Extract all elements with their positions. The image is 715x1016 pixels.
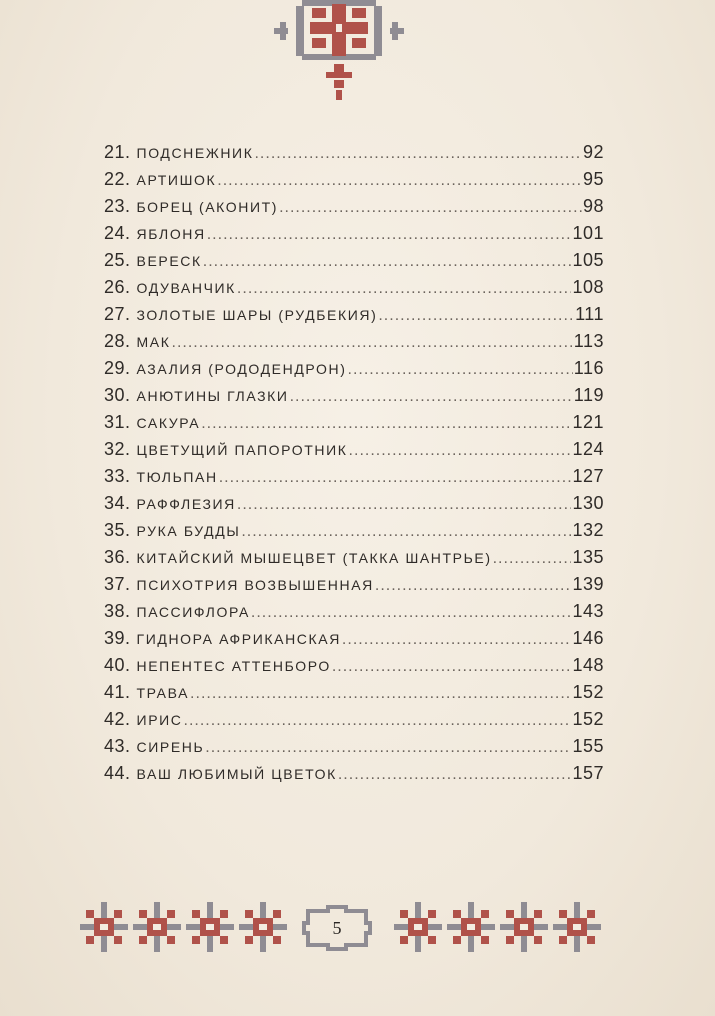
toc-entry: [104, 628, 604, 655]
toc-entry: [104, 196, 604, 223]
toc-entry-title: БОРЕЦ (АКОНИТ): [136, 199, 279, 215]
folk-ornament-band-icon: [78, 900, 290, 956]
toc-entry-page: 116: [573, 358, 604, 378]
toc-entry-page: 101: [572, 223, 604, 243]
toc-entry-title: КИТАЙСКИЙ МЫШЕЦВЕТ (ТАККА ШАНТРЬЕ): [136, 550, 492, 566]
toc-entry-number: 42.: [104, 709, 131, 729]
table-of-contents: [104, 142, 604, 790]
toc-entry-number: 29.: [104, 358, 131, 378]
toc-entry-title: МАК: [136, 334, 171, 350]
toc-entry-page: 146: [572, 628, 604, 648]
toc-entry-page: 157: [572, 763, 604, 783]
toc-entry-number: 41.: [104, 682, 131, 702]
folk-ornament-band-icon: [392, 900, 604, 956]
toc-entry-title: ГИДНОРА АФРИКАНСКАЯ: [136, 631, 341, 647]
toc-entry-number: 33.: [104, 466, 131, 486]
toc-entry: [104, 223, 604, 250]
toc-entry-page: 111: [575, 304, 604, 324]
toc-dot-leader: [219, 469, 572, 487]
toc-entry-title: ВАШ ЛЮБИМЫЙ ЦВЕТОК: [136, 766, 337, 782]
toc-entry-number: 24.: [104, 223, 131, 243]
toc-entry-number: 28.: [104, 331, 131, 351]
folk-ornament-icon: [272, 0, 406, 104]
toc-entry-page: 152: [572, 709, 604, 729]
toc-entry-number: 43.: [104, 736, 131, 756]
toc-dot-leader: [203, 253, 572, 271]
toc-entry-title: РАФФЛЕЗИЯ: [136, 496, 236, 512]
toc-dot-leader: [201, 415, 571, 433]
toc-entry-number: 25.: [104, 250, 131, 270]
toc-entry-title: ИРИС: [136, 712, 183, 728]
toc-entry-number: 22.: [104, 169, 131, 189]
toc-entry-number: 32.: [104, 439, 131, 459]
page-number: 5: [332, 918, 342, 938]
toc-entry: [104, 142, 604, 169]
toc-entry-title: САКУРА: [136, 415, 201, 431]
toc-dot-leader: [338, 766, 572, 784]
toc-entry-title: ТРАВА: [136, 685, 190, 701]
toc-entry: [104, 412, 604, 439]
toc-entry: [104, 304, 604, 331]
toc-entry-page: 92: [582, 142, 604, 162]
toc-dot-leader: [332, 658, 572, 676]
toc-entry: [104, 466, 604, 493]
toc-entry-title: НЕПЕНТЕС АТТЕНБОРО: [136, 658, 331, 674]
toc-dot-leader: [172, 334, 573, 352]
toc-entry: [104, 331, 604, 358]
toc-entry-number: 27.: [104, 304, 131, 324]
toc-entry-number: 23.: [104, 196, 131, 216]
toc-entry-title: ПОДСНЕЖНИК: [136, 145, 254, 161]
toc-entry-page: 130: [572, 493, 604, 513]
toc-entry-title: АРТИШОК: [136, 172, 217, 188]
toc-entry: [104, 682, 604, 709]
toc-entry-page: 148: [572, 655, 604, 675]
toc-entry-page: 155: [572, 736, 604, 756]
toc-entry-title: СИРЕНЬ: [136, 739, 205, 755]
toc-entry-number: 34.: [104, 493, 131, 513]
toc-entry-page: 119: [573, 385, 604, 405]
toc-entry-page: 113: [573, 331, 604, 351]
toc-entry-title: АЗАЛИЯ (РОДОДЕНДРОН): [136, 361, 347, 377]
toc-entry: [104, 709, 604, 736]
toc-entry: [104, 601, 604, 628]
toc-entry: [104, 439, 604, 466]
toc-entry-title: ОДУВАНЧИК: [136, 280, 236, 296]
toc-entry-title: ЗОЛОТЫЕ ШАРЫ (РУДБЕКИЯ): [136, 307, 378, 323]
toc-entry-page: 124: [572, 439, 604, 459]
toc-entry-title: ЦВЕТУЩИЙ ПАПОРОТНИК: [136, 442, 348, 458]
toc-entry-page: 95: [582, 169, 604, 189]
toc-entry-title: ПСИХОТРИЯ ВОЗВЫШЕННАЯ: [136, 577, 374, 593]
toc-entry-number: 39.: [104, 628, 131, 648]
toc-dot-leader: [348, 361, 573, 379]
toc-entry-page: 127: [572, 466, 604, 486]
toc-dot-leader: [342, 631, 572, 649]
toc-dot-leader: [251, 604, 572, 622]
toc-entry: [104, 250, 604, 277]
toc-entry: [104, 169, 604, 196]
toc-dot-leader: [290, 388, 573, 406]
toc-entry: [104, 520, 604, 547]
toc-entry-page: 132: [572, 520, 604, 540]
toc-dot-leader: [237, 496, 572, 514]
toc-entry-title: РУКА БУДДЫ: [136, 523, 241, 539]
toc-entry-number: 21.: [104, 142, 131, 162]
toc-entry-number: 36.: [104, 547, 131, 567]
toc-dot-leader: [184, 712, 572, 730]
toc-entry-page: 98: [582, 196, 604, 216]
toc-entry: [104, 574, 604, 601]
toc-entry-number: 37.: [104, 574, 131, 594]
toc-entry: [104, 763, 604, 790]
toc-dot-leader: [254, 145, 581, 163]
toc-entry: [104, 385, 604, 412]
toc-entry-title: ВЕРЕСК: [136, 253, 202, 269]
toc-entry-title: ЯБЛОНЯ: [136, 226, 206, 242]
toc-entry-number: 26.: [104, 277, 131, 297]
toc-entry-page: 105: [572, 250, 604, 270]
toc-dot-leader: [190, 685, 571, 703]
toc-entry-number: 44.: [104, 763, 131, 783]
toc-entry: [104, 547, 604, 574]
toc-dot-leader: [375, 577, 572, 595]
toc-entry: [104, 736, 604, 763]
toc-entry-number: 31.: [104, 412, 131, 432]
toc-dot-leader: [205, 739, 571, 757]
toc-dot-leader: [493, 550, 572, 568]
toc-dot-leader: [378, 307, 574, 325]
toc-dot-leader: [237, 280, 572, 298]
toc-entry-number: 40.: [104, 655, 131, 675]
toc-entry-number: 38.: [104, 601, 131, 621]
toc-entry-title: ТЮЛЬПАН: [136, 469, 218, 485]
toc-entry-number: 35.: [104, 520, 131, 540]
toc-entry: [104, 358, 604, 385]
toc-entry-page: 139: [572, 574, 604, 594]
toc-entry-number: 30.: [104, 385, 131, 405]
toc-entry: [104, 277, 604, 304]
toc-dot-leader: [207, 226, 572, 244]
toc-entry-page: 121: [572, 412, 604, 432]
toc-entry: [104, 655, 604, 682]
toc-entry-title: ПАССИФЛОРА: [136, 604, 250, 620]
toc-entry-page: 135: [572, 547, 604, 567]
page-number-frame: [302, 905, 372, 951]
toc-dot-leader: [217, 172, 582, 190]
toc-entry-title: АНЮТИНЫ ГЛАЗКИ: [136, 388, 289, 404]
toc-entry: [104, 493, 604, 520]
toc-dot-leader: [349, 442, 572, 460]
toc-dot-leader: [279, 199, 582, 217]
toc-entry-page: 143: [572, 601, 604, 621]
toc-dot-leader: [241, 523, 571, 541]
toc-entry-page: 152: [572, 682, 604, 702]
toc-entry-page: 108: [572, 277, 604, 297]
